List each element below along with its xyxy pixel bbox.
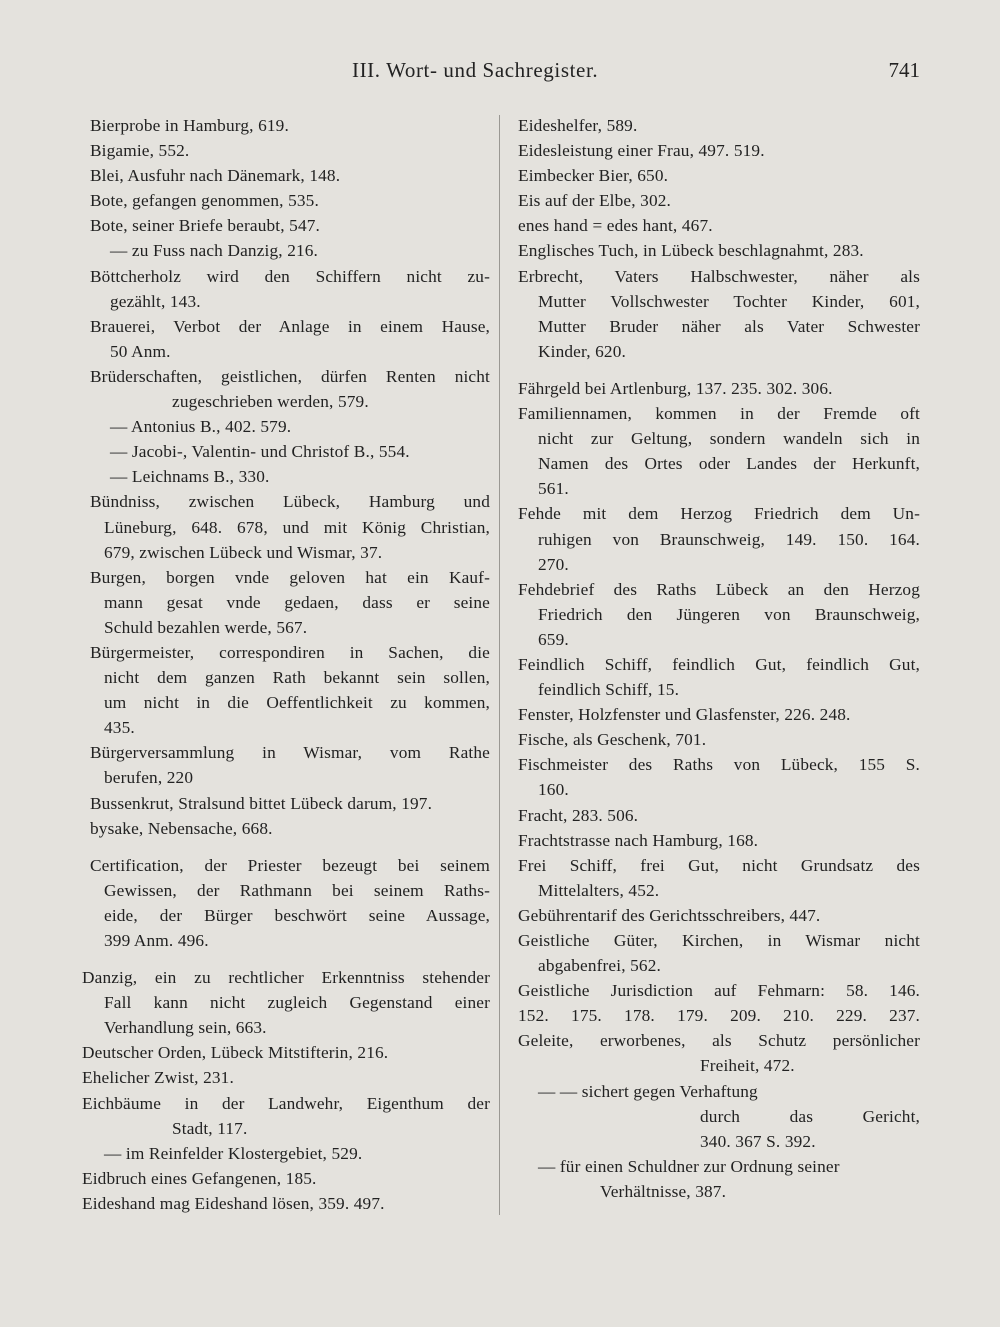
index-line: Bussenkrut, Stralsund bittet Lübeck darum, 197. [90, 793, 433, 813]
index-line: 152. 175. 178. 179. 209. 210. 229. 237. [518, 1006, 920, 1026]
index-line: Brüderschaften, geistlichen, dürfen Renten nicht [90, 366, 490, 386]
index-line: Bote, seiner Briefe beraubt, 547. [90, 216, 321, 236]
index-line: Mutter Vollschwester Tochter Kinder, 601, [538, 291, 920, 311]
index-line: Eidbruch eines Gefangenen, 185. [82, 1168, 317, 1188]
index-line: 399 Anm. 496. [104, 931, 209, 950]
index-line: 679, zwischen Lübeck und Wismar, 37. [104, 542, 383, 562]
index-line: Feindlich Schiff, feindlich Gut, feindlich Gut, [518, 654, 920, 674]
index-line: Familiennamen, kommen in der Fremde oft [518, 404, 920, 424]
index-line: Fehdebrief des Raths Lübeck an den Herzog [518, 579, 920, 599]
index-line: Certification, der Priester bezeugt bei seinem [90, 855, 490, 875]
index-line: — für einen Schuldner zur Ordnung seiner [538, 1156, 840, 1176]
index-line: Bote, gefangen genommen, 535. [90, 191, 319, 211]
index-line: Eichbäume in der Landwehr, Eigenthum der [82, 1093, 490, 1113]
column-divider [499, 115, 500, 1215]
index-line: — Antonius B., 402. 579. [110, 417, 292, 437]
index-line: Bürgerversammlung in Wismar, vom Rathe [90, 743, 490, 763]
index-line: — Jacobi-, Valentin- und Christof B., 554. [110, 442, 410, 462]
index-line: Lüneburg, 648. 678, und mit König Christian, [104, 517, 490, 537]
index-line: Fische, als Geschenk, 701. [518, 730, 707, 750]
index-line: Verhältnisse, 387. [600, 1181, 727, 1201]
index-line: Bierprobe in Hamburg, 619. [90, 116, 289, 135]
index-line [82, 841, 490, 853]
index-line: Danzig, ein zu rechtlicher Erkenntniss stehender [82, 968, 490, 988]
index-line: feindlich Schiff, 15. [538, 680, 680, 700]
index-line: 50 Anm. [110, 341, 171, 361]
index-line: Frei Schiff, frei Gut, nicht Grundsatz des [518, 855, 920, 875]
index-line: Eimbecker Bier, 650. [518, 166, 669, 186]
index-line: durch das Gericht, [700, 1106, 920, 1126]
index-line: Bürgermeister, correspondiren in Sachen, die [90, 642, 490, 662]
index-line: Frachtstrasse nach Hamburg, 168. [518, 830, 759, 850]
index-line: Eideshand mag Eideshand lösen, 359. 497. [82, 1193, 385, 1213]
index-line: zugeschrieben werden, 579. [172, 392, 369, 412]
index-line: 270. [538, 554, 569, 574]
page-number: 741 [888, 58, 920, 82]
index-line: Gebührentarif des Gerichtsschreibers, 447. [518, 905, 821, 925]
index-line: Schuld bezahlen werde, 567. [104, 617, 308, 637]
index-line: 561. [538, 479, 569, 499]
index-line: Kinder, 620. [538, 341, 626, 361]
index-line: abgabenfrei, 562. [538, 956, 661, 976]
index-line [82, 953, 490, 965]
index-line: Englisches Tuch, in Lübeck beschlagnahmt, 283. [518, 241, 864, 261]
index-line: Geleite, erworbenes, als Schutz persönlicher [518, 1031, 920, 1051]
index-line: Namen des Ortes oder Landes der Herkunft, [538, 454, 920, 474]
index-line: — — sichert gegen Verhaftung [538, 1081, 758, 1101]
index-line: 160. [538, 780, 569, 800]
index-line [510, 364, 920, 376]
index-line: Fährgeld bei Artlenburg, 137. 235. 302. 306. [518, 378, 833, 398]
index-line: Fischmeister des Raths von Lübeck, 155 S. [518, 755, 920, 775]
index-line: 435. [104, 718, 135, 738]
index-line: — Leichnams B., 330. [110, 467, 270, 487]
left-column [82, 113, 490, 1216]
index-line: Fenster, Holzfenster und Glasfenster, 226. 248. [518, 705, 851, 725]
index-line: berufen, 220 [104, 768, 194, 788]
index-line: Eideshelfer, 589. [518, 116, 638, 135]
index-line: Erbrecht, Vaters Halbschwester, näher als [518, 266, 920, 286]
index-line: Stadt, 117. [172, 1118, 248, 1138]
index-line: Freiheit, 472. [700, 1056, 795, 1076]
index-line: eide, der Bürger beschwört seine Aussage, [104, 905, 490, 925]
index-line: 659. [538, 629, 569, 649]
index-line: Gewissen, der Rathmann bei seinem Raths- [104, 880, 490, 900]
index-line: enes hand = edes hant, 467. [518, 216, 713, 236]
index-line: nicht dem ganzen Rath bekannt sein sollen, [104, 668, 490, 688]
index-line: Geistliche Güter, Kirchen, in Wismar nicht [518, 931, 920, 950]
index-line: Böttcherholz wird den Schiffern nicht zu- [90, 266, 490, 286]
index-line: Bündniss, zwischen Lübeck, Hamburg und [90, 492, 490, 512]
index-line: Friedrich den Jüngeren von Braunschweig, [538, 604, 920, 624]
right-column [510, 113, 920, 1204]
index-line: gezählt, 143. [110, 291, 201, 311]
index-line: nicht zur Geltung, sondern wandeln sich in [538, 429, 920, 449]
index-line: ruhigen von Braunschweig, 149. 150. 164. [538, 529, 920, 549]
index-line: um nicht in die Oeffentlichkeit zu kommen, [104, 693, 490, 713]
index-line: Brauerei, Verbot der Anlage in einem Hause, [90, 316, 490, 336]
index-line: — im Reinfelder Klostergebiet, 529. [104, 1143, 363, 1163]
index-line: Deutscher Orden, Lübeck Mitstifterin, 216. [82, 1043, 389, 1063]
index-line: Fracht, 283. 506. [518, 805, 639, 825]
running-title: III. Wort- und Sachregister. [352, 58, 599, 82]
index-line: bysake, Nebensache, 668. [90, 818, 273, 838]
index-line: Eis auf der Elbe, 302. [518, 191, 672, 211]
index-line: Ehelicher Zwist, 231. [82, 1068, 234, 1088]
index-line: Burgen, borgen vnde geloven hat ein Kauf- [90, 567, 490, 587]
index-line: Geistliche Jurisdiction auf Fehmarn: 58. 146. [518, 981, 920, 1001]
index-line: Fall kann nicht zugleich Gegenstand einer [104, 993, 490, 1013]
index-line: Fehde mit dem Herzog Friedrich dem Un- [518, 504, 920, 524]
index-line: mann gesat vnde gedaen, dass er seine [104, 592, 490, 612]
index-line: Mutter Bruder näher als Vater Schwester [538, 316, 920, 336]
index-line: Eidesleistung einer Frau, 497. 519. [518, 141, 765, 161]
index-line: 340. 367 S. 392. [700, 1131, 816, 1151]
index-line: Bigamie, 552. [90, 141, 190, 161]
index-line: Mittelalters, 452. [538, 880, 660, 900]
index-line: — zu Fuss nach Danzig, 216. [110, 241, 319, 261]
index-line: Verhandlung sein, 663. [104, 1018, 267, 1038]
index-line: Blei, Ausfuhr nach Dänemark, 148. [90, 166, 341, 186]
